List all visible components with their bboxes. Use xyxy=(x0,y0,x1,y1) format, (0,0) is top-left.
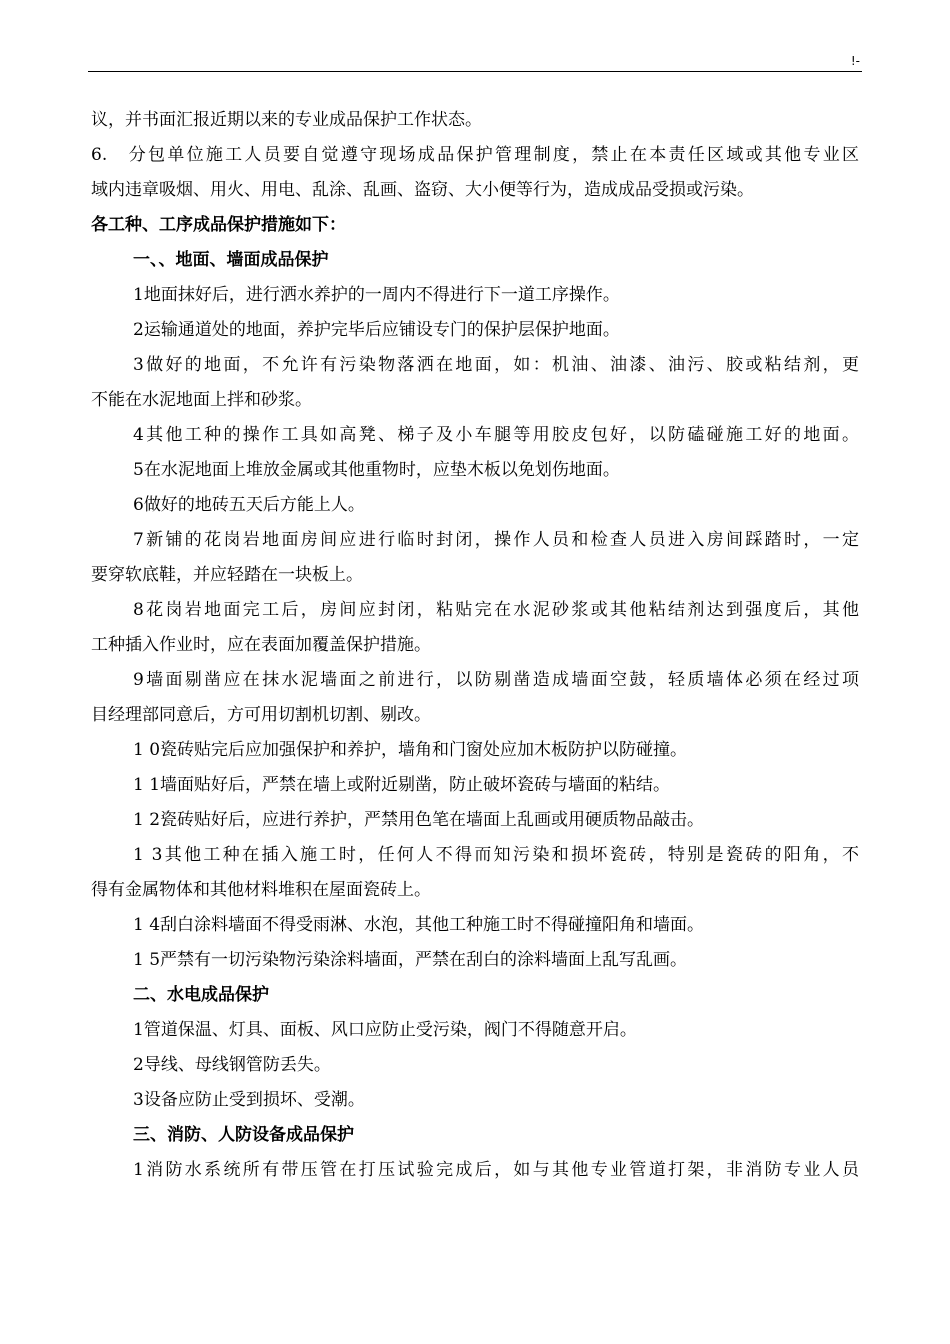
list-item: 1管道保温、灯具、面板、风口应防止受污染，阀门不得随意开启。 xyxy=(133,1020,637,1040)
list-item: 2导线、母线钢管防丢失。 xyxy=(133,1055,331,1075)
list-item: 9墙面剔凿应在抹水泥墙面之前进行，以防剔凿造成墙面空鼓，轻质墙体必须在经过项 xyxy=(133,670,859,690)
list-item: 1 5严禁有一切污染物污染涂料墙面，严禁在刮白的涂料墙面上乱写乱画。 xyxy=(133,950,688,970)
list-item: 1地面抹好后，进行洒水养护的一周内不得进行下一道工序操作。 xyxy=(133,285,620,305)
list-item: 4其他工种的操作工具如高凳、梯子及小车腿等用胶皮包好，以防磕碰施工好的地面。 xyxy=(133,425,859,445)
section-heading: 三、消防、人防设备成品保护 xyxy=(133,1125,354,1145)
list-item-continuation: 目经理部同意后，方可用切割机切割、剔改。 xyxy=(91,705,431,725)
header-rule xyxy=(88,71,862,72)
list-item: 6做好的地砖五天后方能上人。 xyxy=(133,495,365,515)
list-item: 8花岗岩地面完工后，房间应封闭，粘贴完在水泥砂浆或其他粘结剂达到强度后，其他 xyxy=(133,600,859,620)
section-heading: 一、、地面、墙面成品保护 xyxy=(133,250,329,270)
document-body xyxy=(91,103,859,1188)
list-item-continuation: 得有金属物体和其他材料堆积在屋面瓷砖上。 xyxy=(91,880,431,900)
section-heading: 各工种、工序成品保护措施如下： xyxy=(91,215,346,235)
list-item: 3设备应防止受到损坏、受潮。 xyxy=(133,1090,365,1110)
paragraph-line: 域内违章吸烟、用火、用电、乱涂、乱画、盗窃、大小便等行为，造成成品受损或污染。 xyxy=(91,180,754,200)
list-item: 1 0瓷砖贴完后应加强保护和养护，墙角和门窗处应加木板防护以防碰撞。 xyxy=(133,740,688,760)
list-item: 5在水泥地面上堆放金属或其他重物时，应垫木板以免划伤地面。 xyxy=(133,460,620,480)
paragraph-line: 6. 分包单位施工人员要自觉遵守现场成品保护管理制度，禁止在本责任区域或其他专业区 xyxy=(91,145,859,165)
list-item: 1 3其他工种在插入施工时，任何人不得而知污染和损坏瓷砖，特别是瓷砖的阳角，不 xyxy=(133,845,859,865)
list-item: 1 4刮白涂料墙面不得受雨淋、水泡，其他工种施工时不得碰撞阳角和墙面。 xyxy=(133,915,705,935)
list-item: 1 1墙面贴好后，严禁在墙上或附近剔凿，防止破坏瓷砖与墙面的粘结。 xyxy=(133,775,671,795)
page-marker: !- xyxy=(850,54,860,68)
list-item: 1 2瓷砖贴好后，应进行养护，严禁用色笔在墙面上乱画或用硬质物品敲击。 xyxy=(133,810,705,830)
section-heading: 二、水电成品保护 xyxy=(133,985,269,1005)
list-item-continuation: 工种插入作业时，应在表面加覆盖保护措施。 xyxy=(91,635,431,655)
list-item: 7新铺的花岗岩地面房间应进行临时封闭，操作人员和检查人员进入房间踩踏时，一定 xyxy=(133,530,859,550)
list-item: 3做好的地面，不允许有污染物落洒在地面，如：机油、油漆、油污、胶或粘结剂，更 xyxy=(133,355,859,375)
list-item-continuation: 要穿软底鞋，并应轻踏在一块板上。 xyxy=(91,565,363,585)
list-item: 1消防水系统所有带压管在打压试验完成后，如与其他专业管道打架，非消防专业人员 xyxy=(133,1160,859,1180)
paragraph-line: 议，并书面汇报近期以来的专业成品保护工作状态。 xyxy=(91,110,482,130)
list-item: 2运输通道处的地面，养护完毕后应铺设专门的保护层保护地面。 xyxy=(133,320,620,340)
list-item-continuation: 不能在水泥地面上拌和砂浆。 xyxy=(91,390,312,410)
